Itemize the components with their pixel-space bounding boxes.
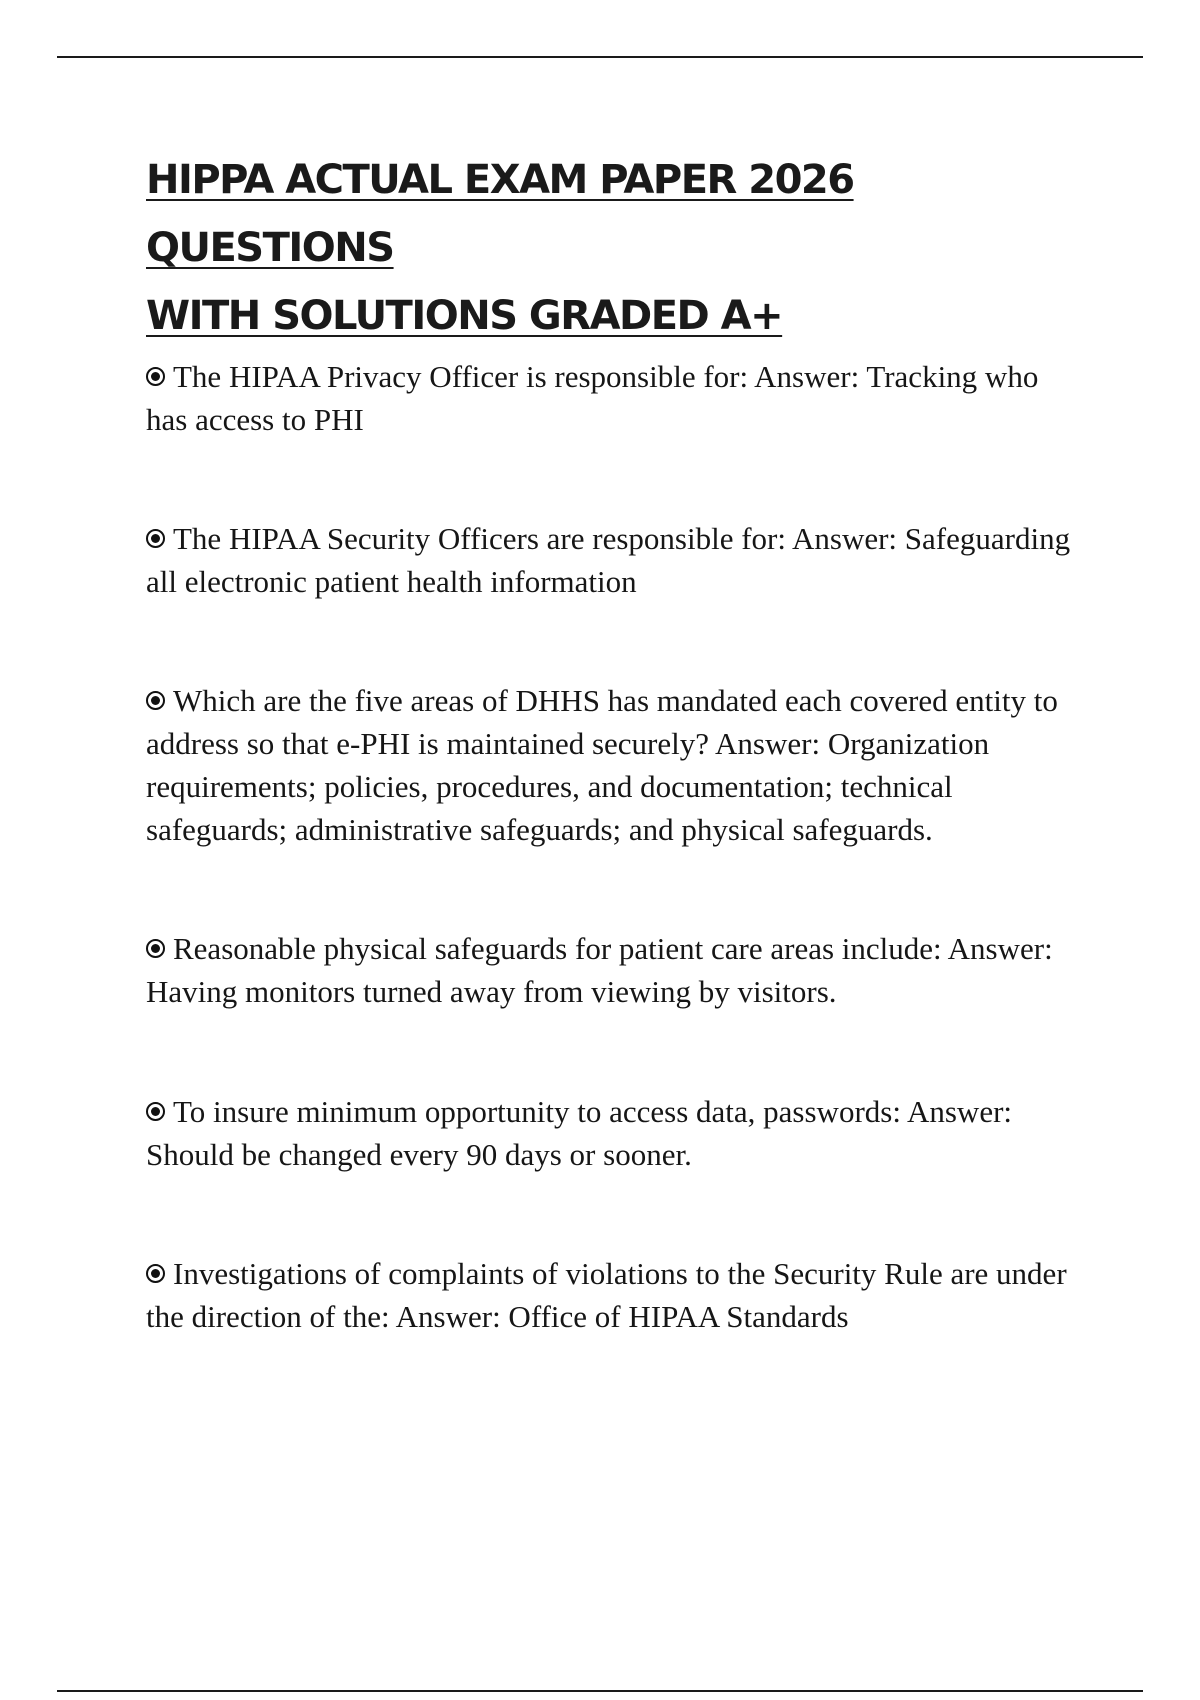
qa-item (146, 355, 1086, 441)
qa-text: Investigations of complaints of violations to the Security Rule are under the direction of the: Answer: Office of HIPAA Standards (146, 1256, 1067, 1334)
qa-text: To insure minimum opportunity to access data, passwords: Answer: Should be changed every 90 days or sooner. (146, 1094, 1013, 1172)
qa-item (146, 679, 1086, 851)
qa-text: The HIPAA Privacy Officer is responsible for: Answer: Tracking who has access to PHI (146, 359, 1039, 437)
question-answer-list (146, 355, 1086, 1414)
radio-bullet-icon (146, 939, 165, 958)
qa-item (146, 1090, 1086, 1176)
radio-bullet-icon (146, 529, 165, 548)
radio-bullet-icon (146, 1264, 165, 1283)
radio-bullet-icon (146, 691, 165, 710)
title-line-2: WITH SOLUTIONS GRADED A+ (146, 293, 783, 339)
qa-item (146, 1252, 1086, 1338)
qa-item (146, 927, 1086, 1013)
radio-bullet-icon (146, 1102, 165, 1121)
qa-text: The HIPAA Security Officers are responsible for: Answer: Safeguarding all electronic patient health information (146, 521, 1071, 599)
top-divider (57, 56, 1143, 58)
qa-text: Which are the five areas of DHHS has mandated each covered entity to address so that e-PHI is maintained securely? Answer: Organization requirements; policies, procedures, and documentation; technical safeguards; administrative safeguards; and physical safeguards. (146, 683, 1058, 847)
document-title (146, 146, 1106, 350)
title-line-1: HIPPA ACTUAL EXAM PAPER 2026 QUESTIONS (146, 157, 854, 271)
qa-item (146, 517, 1086, 603)
radio-bullet-icon (146, 367, 165, 386)
bottom-divider (57, 1690, 1143, 1692)
qa-text: Reasonable physical safeguards for patient care areas include: Answer: Having monitors turned away from viewing by visitors. (146, 931, 1053, 1009)
